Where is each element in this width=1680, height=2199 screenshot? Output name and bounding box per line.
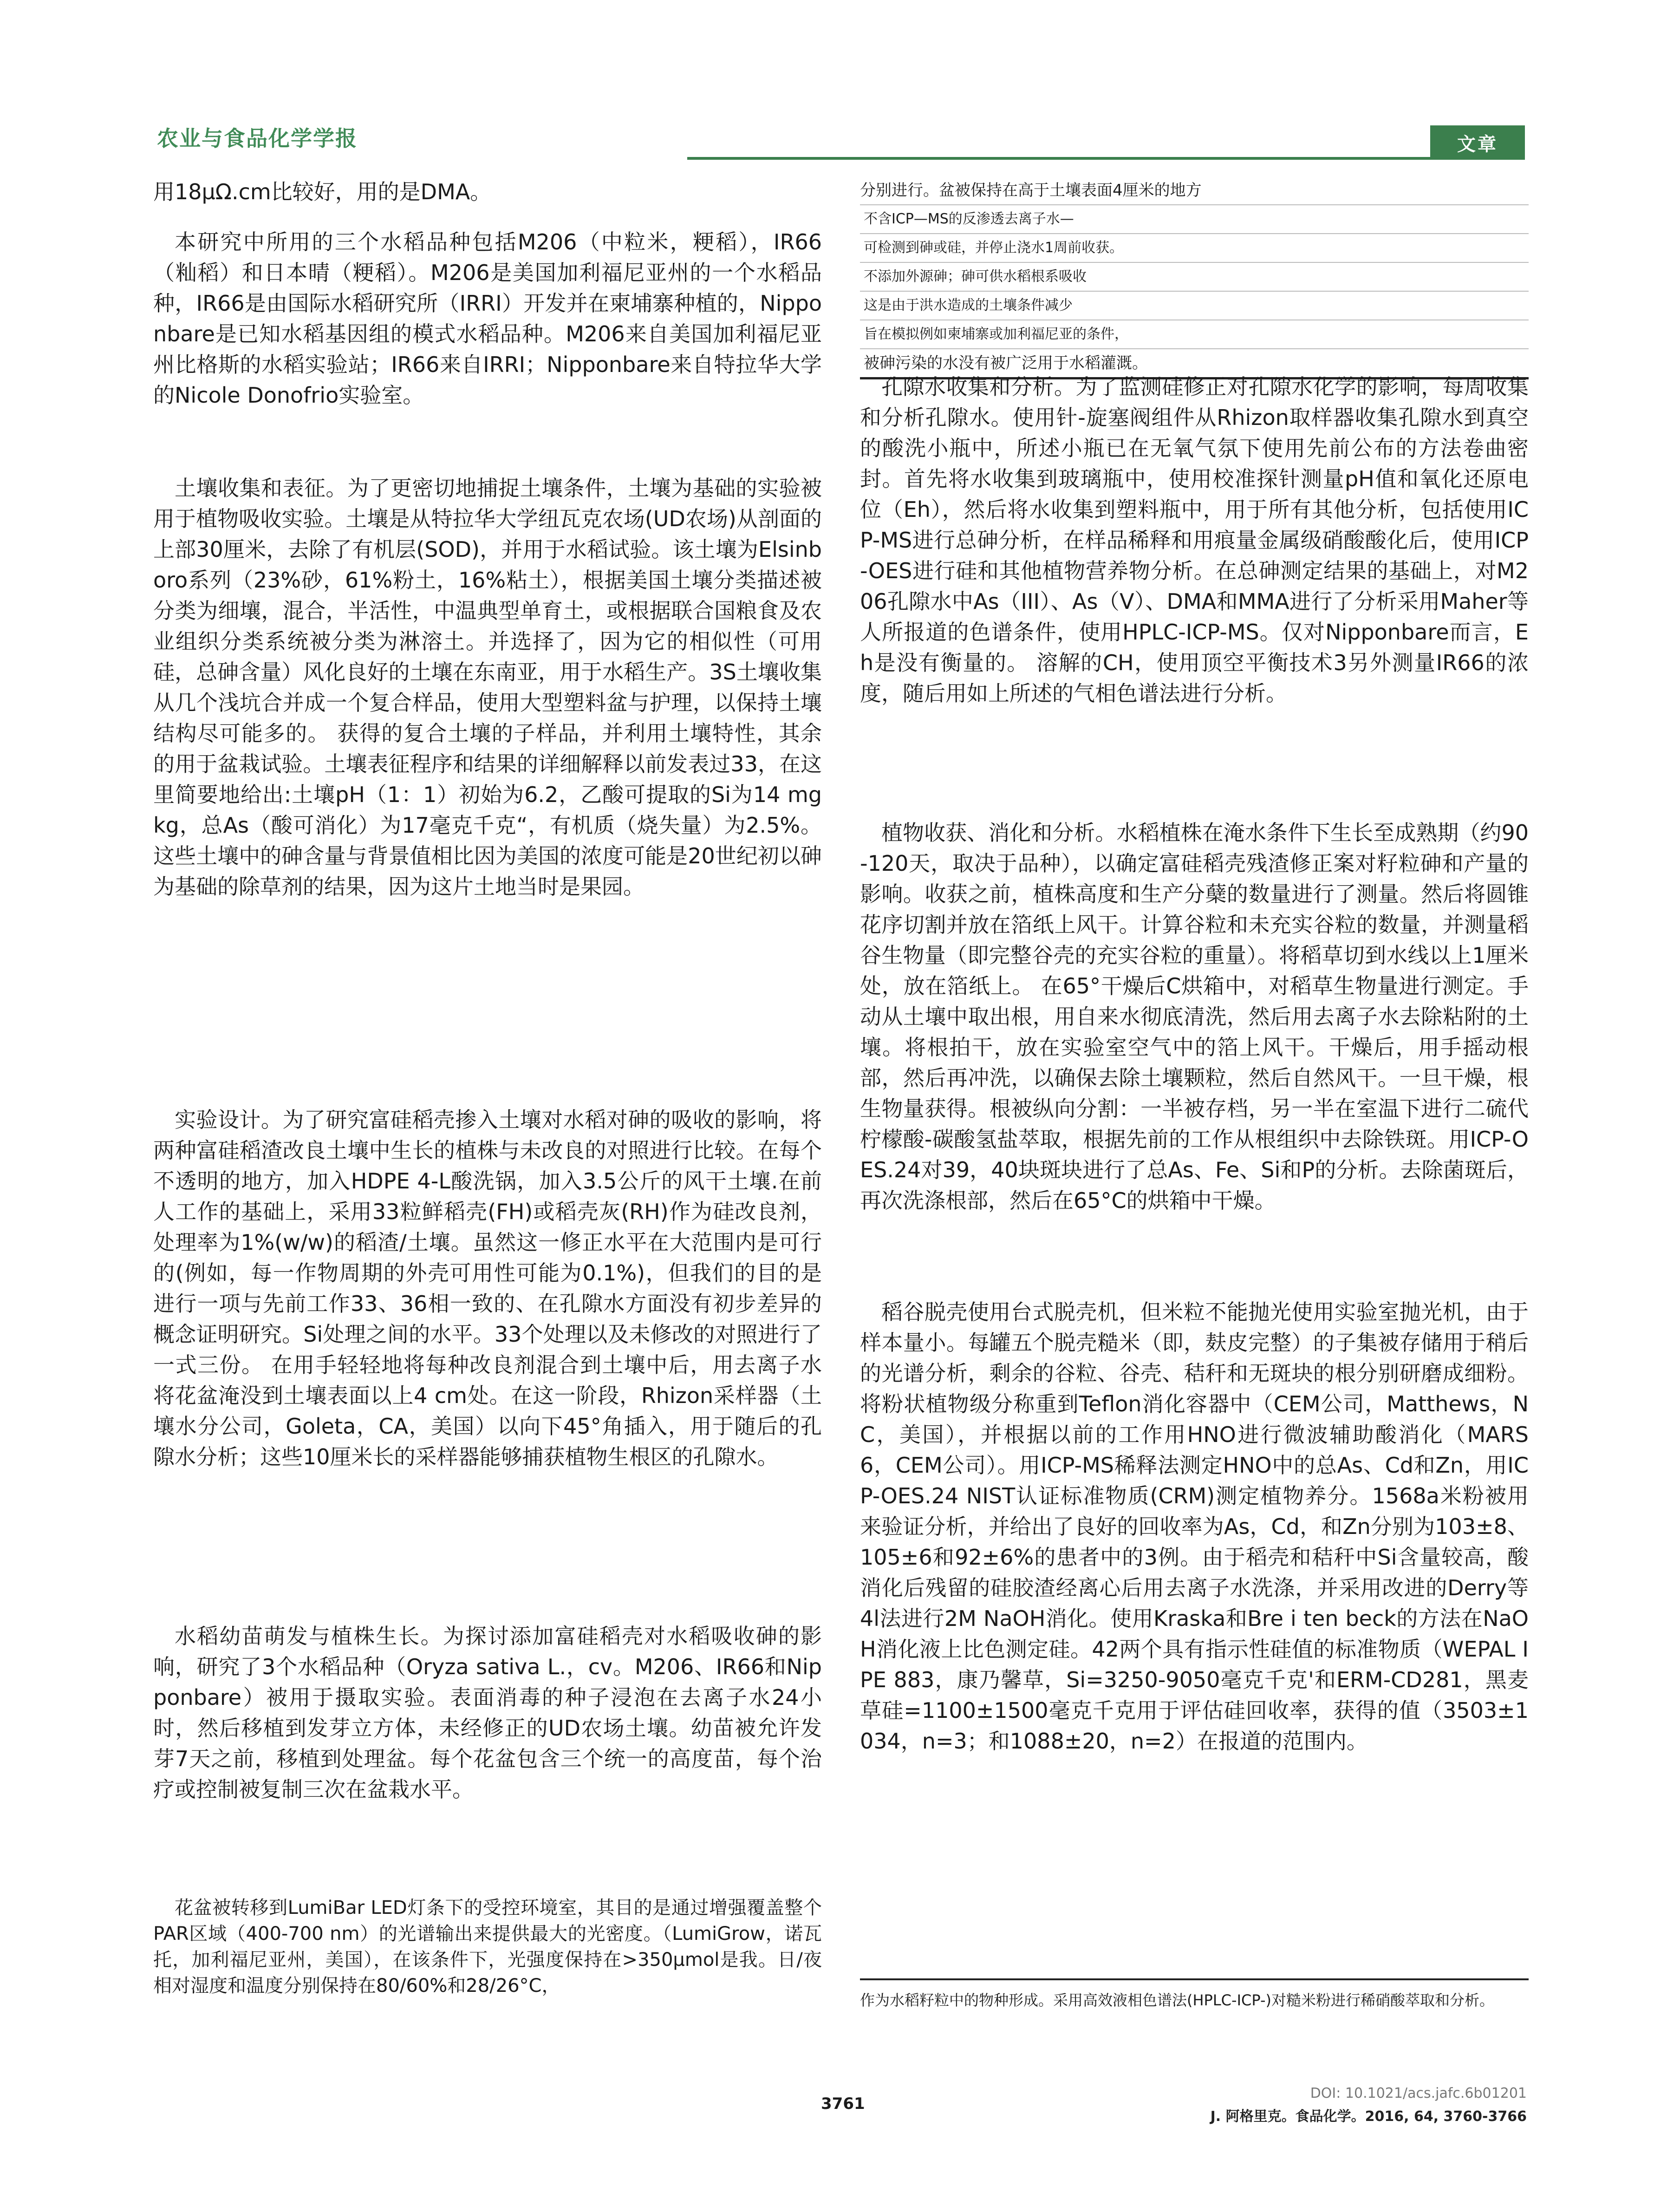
paragraph-rice-varieties: 本研究中所用的三个水稻品种包括M206（中粒米，粳稻），IR66（籼稻）和日本晴（粳稻）。M206是美国加利福尼亚州的一个水稻品种，IR66是由国际水稻研究所（IRRI）开发并在柬埔寨种植的，Nipponbare是已知水稻基因组的模式水稻品种。M206来自美国加利福尼亚州比格斯的水稻实验站；IR66来自IRRI；Nipponbare来自特拉华大学的Nicole Donofrio实验室。 (153, 229, 822, 408)
condition-line: 不添加外源砷；砷可供水稻根系吸收 (860, 263, 1529, 292)
page-number: 3761 (821, 2095, 865, 2113)
paragraph-soil-collection: 土壤收集和表征。为了更密切地捕捉土壤条件，土壤为基础的实验被用于植物吸收实验。土壤是从特拉华大学纽瓦克农场(UD农场)从剖面的上部30厘米，去除了有机层(SOD)，并用于水稻试验。该土壤为Elsinboro系列（23%砂，61%粉土，16%粘土），根据美国土壤分类描述被分类为细壤，混合，半活性，中温典型单育土，或根据联合国粮食及农业组织分类系统被分类为淋溶土。并选择了，因为它的相似性（可用硅，总砷含量）风化良好的土壤在东南亚，用于水稻生产。3S土壤收集从几个浅坑合并成一个复合样品，使用大型塑料盆与护理，以保持土壤结构尽可能多的。 获得的复合土壤的子样品，并利用土壤特性，其余的用于盆栽试验。土壤表征程序和结果的详细解释以前发表过33，在这里简要地给出:土壤pH（1：1）初始为6.2，乙酸可提取的Si为14 mg kg，总As（酸可消化）为17毫克千克“，有机质（烧失量）为2.5%。这些土壤中的砷含量与背景值相比因为美国的浓度可能是20世纪初以砷为基础的除草剂的结果，因为这片土地当时是果园。 (153, 476, 822, 899)
condition-line: 可检测到砷或硅，并停止浇水1周前收获。 (860, 234, 1529, 263)
condition-line: 这是由于洪水造成的土壤条件减少 (860, 292, 1529, 320)
paragraph-plant-harvest: 植物收获、消化和分析。水稻植株在淹水条件下生长至成熟期（约90-120天，取决于品种），以确定富硅稻壳残渣修正案对籽粒砷和产量的影响。收获之前，植株高度和生产分蘖的数量进行了测量。然后将圆锥花序切割并放在箔纸上风干。计算谷粒和未充实谷粒的数量，并测量稻谷生物量（即完整谷壳的充实谷粒的重量）。将稻草切到水线以上1厘米处，放在箔纸上。 在65°干燥后C烘箱中，对稻草生物量进行测定。手动从土壤中取出根，用自来水彻底清洗，然后用去离子水去除粘附的土壤。将根拍干，放在实验室空气中的箔上风干。干燥后，用手摇动根部，然后再冲洗，以确保去除土壤颗粒，然后自然风干。一旦干燥，根生物量获得。根被纵向分割：一半被存档，另一半在室温下进行二硫代柠檬酸-碳酸氢盐萃取，根据先前的工作从根组织中去除铁斑。用ICP-OES.24对39，40块斑块进行了总As、Fe、Si和P的分析。去除菌斑后，再次洗涤根部，然后在65°C的烘箱中干燥。 (860, 820, 1529, 1213)
condition-lines (860, 176, 1529, 379)
doi-link[interactable]: DOI: 10.1021/acs.jafc.6b01201 (1310, 2085, 1527, 2101)
condition-line: 不含ICP—MS的反渗透去离子水— (860, 205, 1529, 234)
condition-line: 分别进行。盆被保持在高于土壤表面4厘米的地方 (860, 176, 1529, 205)
journal-citation: J. 阿格里克。食品化学。2016, 64, 3760-3766 (1210, 2108, 1527, 2125)
paragraph-porewater: 孔隙水收集和分析。为了监测硅修正对孔隙水化学的影响，每周收集和分析孔隙水。使用针-旋塞阀组件从Rhizon取样器收集孔隙水到真空的酸洗小瓶中，所述小瓶已在无氧气氛下使用先前公布的方法卷曲密封。首先将水收集到玻璃瓶中，使用校准探针测量pH值和氧化还原电位（Eh），然后将水收集到塑料瓶中，用于所有其他分析，包括使用ICP-MS进行总砷分析，在样品稀释和用痕量金属级硝酸酸化后，使用ICP-OES进行硅和其他植物营养物分析。在总砷测定结果的基础上，对M206孔隙水中As（III）、As（V）、DMA和MMA进行了分析采用Maher等人所报道的色谱条件，使用HPLC-ICP-MS。仅对Nipponbare而言，Eh是没有衡量的。 溶解的CH，使用顶空平衡技术3另外测量IR66的浓度，随后用如上所述的气相色谱法进行分析。 (860, 374, 1529, 706)
condition-line: 旨在模拟例如柬埔寨或加利福尼亚的条件， (860, 320, 1529, 349)
section-badge: 文章 (1430, 125, 1525, 160)
paragraph-seedling-growth: 水稻幼苗萌发与植株生长。为探讨添加富硅稻壳对水稻吸收砷的影响，研究了3个水稻品种（Oryza sativa L.，cv。M206、IR66和Nipponbare）被用于摄取实验。表面消毒的种子浸泡在去离子水24小时，然后移植到发芽立方体，未经修正的UD农场土壤。幼苗被允许发芽7天之前，移植到处理盆。每个花盆包含三个统一的高度苗，每个治疗或控制被复制三次在盆栽水平。 (153, 1624, 822, 1802)
journal-name: 农业与食品化学学报 (157, 126, 358, 151)
paragraph-continuation: 用18μΩ.cm比较好，用的是DMA。 (153, 179, 492, 204)
header-rule (687, 157, 1430, 160)
paragraph-dehusking: 稻谷脱壳使用台式脱壳机，但米粒不能抛光使用实验室抛光机，由于样本量小。每罐五个脱壳糙米（即，麸皮完整）的子集被存储用于稍后的光谱分析，剩余的谷粒、谷壳、秸秆和无斑块的根分别研磨成细粉。将粉状植物级分称重到Teflon消化容器中（CEM公司，Matthews，NC，美国），并根据以前的工作用HNO进行微波辅助酸消化（MARS 6，CEM公司）。用ICP-MS稀释法测定HNO中的总As、Cd和Zn，用ICP-OES.24 NIST认证标准物质(CRM)测定植物养分。1568a米粉被用来验证分析，并给出了良好的回收率为As，Cd，和Zn分别为103±8、105±6和92±6%的患者中的3例。由于稻壳和秸秆中Si含量较高，酸消化后残留的硅胶渣经离心后用去离子水洗涤，并采用改进的Derry等4l法进行2M NaOH消化。使用Kraska和Bre i ten beck的方法在NaOH消化液上比色测定硅。42两个具有指示性硅值的标准物质（WEPAL IPE 883，康乃馨草，Si=3250-9050毫克千克'和ERM-CD281，黑麦草硅=1100±1500毫克千克用于评估硅回收率，获得的值（3503±1034，n=3；和1088±20，n=2）在报道的范围内。 (860, 1299, 1529, 1754)
speciation-note: 作为水稻籽粒中的物种形成。采用高效液相色谱法(HPLC-ICP-)对糙米粉进行稀硝酸萃取和分析。 (860, 1978, 1529, 2012)
paragraph-growth-chamber: 花盆被转移到LumiBar LED灯条下的受控环境室，其目的是通过增强覆盖整个PAR区域（400-700 nm）的光谱输出来提供最大的光密度。（LumiGrow，诺瓦托，加利福尼亚州，美国），在该条件下，光强度保持在>350μmol是我。日/夜相对湿度和温度分别保持在80/60%和28/26°C， (153, 1897, 822, 1997)
paragraph-experimental-design: 实验设计。为了研究富硅稻壳掺入土壤对水稻对砷的吸收的影响，将两种富硅稻渣改良土壤中生长的植株与未改良的对照进行比较。在每个不透明的地方，加入HDPE 4-L酸洗锅，加入3.5公斤的风干土壤.在前人工作的基础上，采用33粒鲜稻壳(FH)或稻壳灰(RH)作为硅改良剂，处理率为1%(w/w)的稻渣/土壤。虽然这一修正水平在大范围内是可行的(例如，每一作物周期的外壳可用性可能为0.1%)，但我们的目的是进行一项与先前工作33、36相一致的、在孔隙水方面没有初步差异的概念证明研究。Si处理之间的水平。33个处理以及未修改的对照进行了一式三份。 在用手轻轻地将每种改良剂混合到土壤中后，用去离子水将花盆淹没到土壤表面以上4 cm处。在这一阶段，Rhizon采样器（土壤水分公司，Goleta，CA，美国）以向下45°角插入，用于随后的孔隙水分析；这些10厘米长的采样器能够捕获植物生根区的孔隙水。 (153, 1107, 822, 1469)
condition-line: 被砷污染的水没有被广泛用于水稻灌溉。 (860, 349, 1529, 379)
